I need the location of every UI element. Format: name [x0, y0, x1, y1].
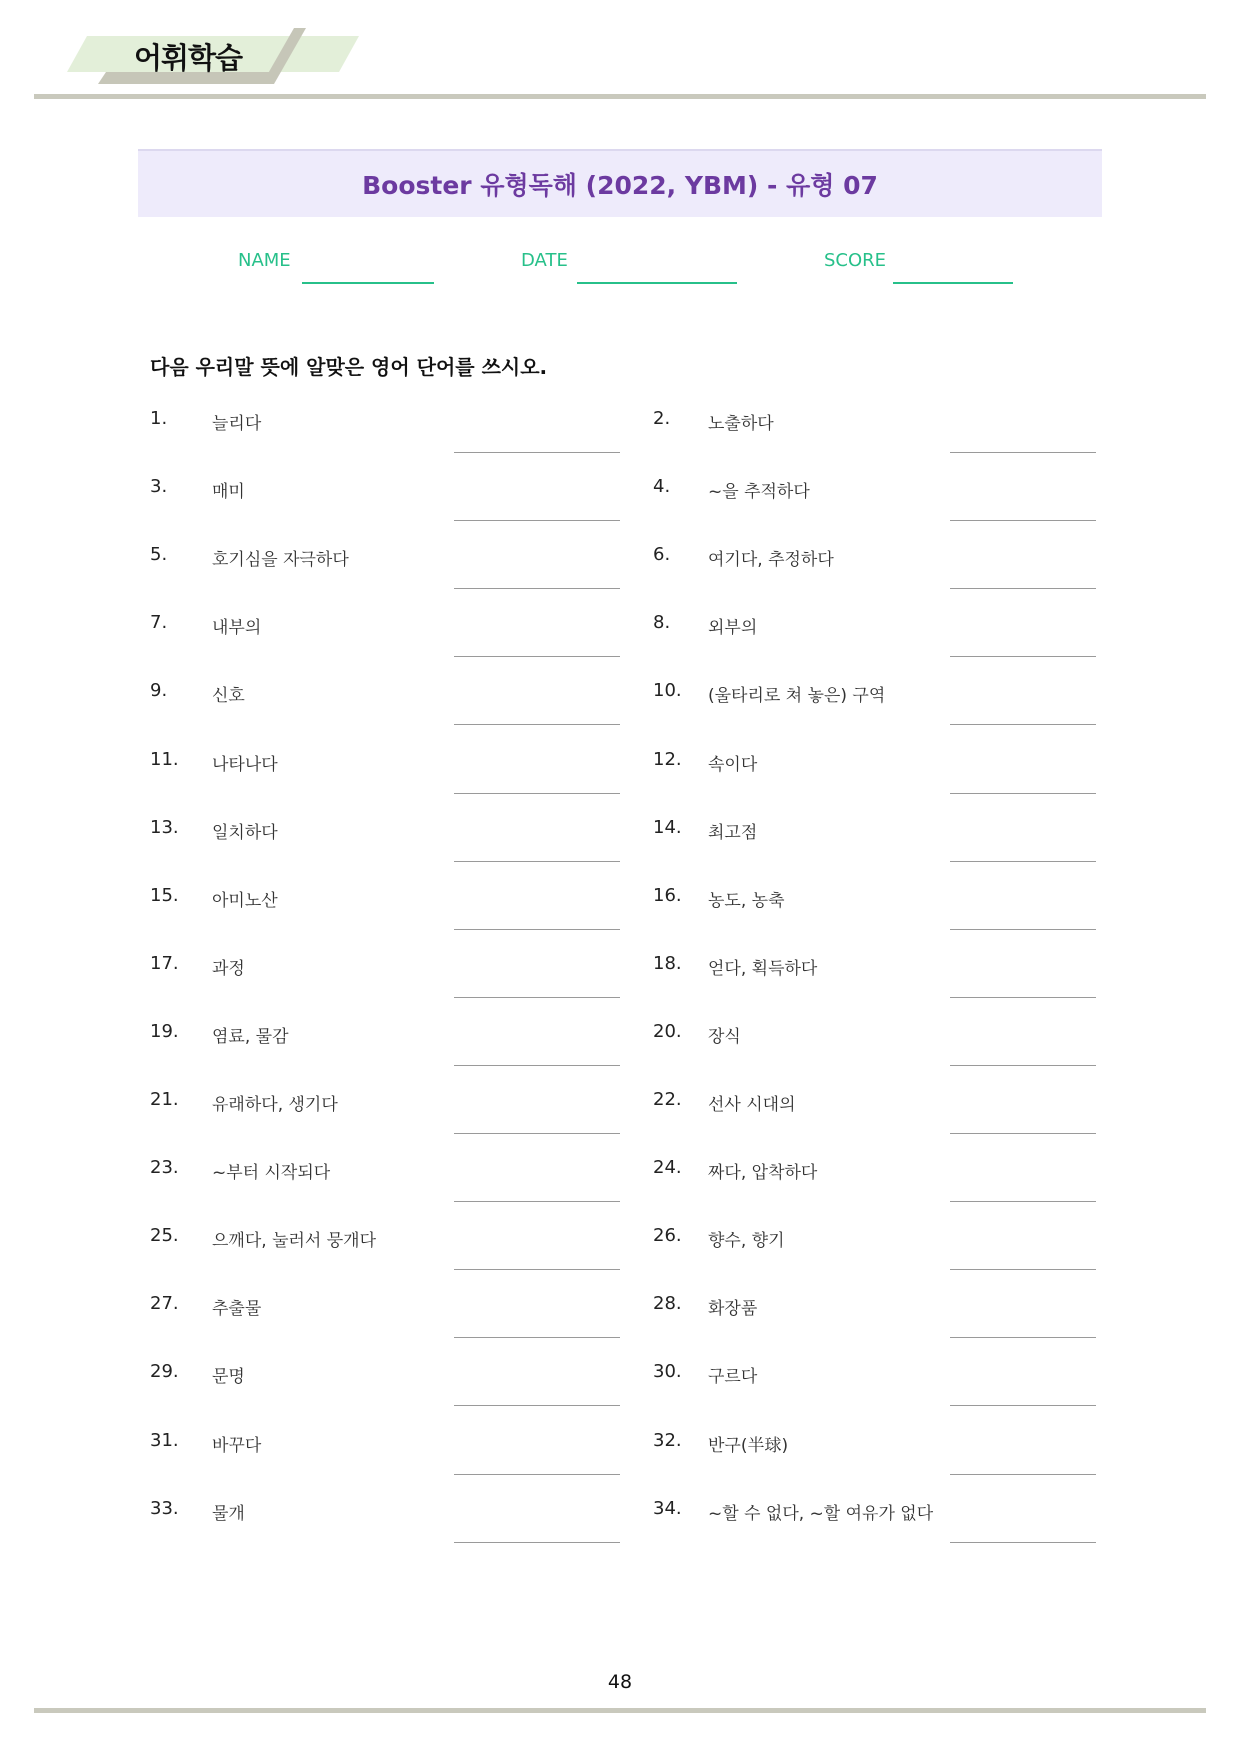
item-meaning: 향수, 향기	[708, 1231, 785, 1252]
answer-blank[interactable]	[454, 861, 620, 862]
item-number: 14.	[653, 816, 682, 838]
item-number: 21.	[150, 1089, 179, 1110]
item-meaning: 으깨다, 눌러서 뭉개다	[212, 1231, 377, 1252]
item-meaning: 호기심을 자극하다	[212, 550, 349, 571]
item-meaning: (울타리로 쳐 놓은) 구역	[708, 686, 886, 707]
answer-blank[interactable]	[950, 1269, 1096, 1270]
item-meaning: ~할 수 없다, ~할 여유가 없다	[708, 1503, 934, 1524]
answer-blank[interactable]	[454, 929, 620, 930]
item-number: 34.	[653, 1497, 682, 1519]
answer-blank[interactable]	[950, 1405, 1096, 1406]
item-number: 25.	[150, 1225, 179, 1247]
item-meaning: 나타나다	[212, 754, 278, 775]
item-meaning: 외부의	[708, 618, 758, 639]
date-label: DATE	[521, 250, 568, 271]
name-field[interactable]	[302, 282, 434, 284]
vocab-item	[653, 749, 1096, 809]
vocab-item	[150, 1225, 620, 1285]
answer-blank[interactable]	[950, 1133, 1096, 1134]
item-number: 22.	[653, 1089, 682, 1110]
answer-blank[interactable]	[950, 1542, 1096, 1543]
item-number: 11.	[150, 748, 179, 770]
item-meaning: 노출하다	[708, 414, 774, 434]
item-meaning: 일치하다	[212, 822, 278, 843]
answer-blank[interactable]	[454, 1405, 620, 1406]
vocab-item	[653, 1157, 1096, 1217]
vocab-item	[150, 408, 620, 468]
score-label: SCORE	[824, 250, 887, 271]
date-field[interactable]	[577, 282, 737, 284]
item-number: 24.	[653, 1157, 682, 1179]
answer-blank[interactable]	[950, 724, 1096, 725]
item-meaning: 반구(半球)	[708, 1435, 789, 1456]
vocab-item	[653, 612, 1096, 672]
vocab-item	[653, 1225, 1096, 1285]
item-meaning: 아미노산	[212, 890, 278, 911]
vocab-item	[653, 953, 1096, 1013]
item-meaning: 바꾸다	[212, 1435, 262, 1456]
vocab-item	[653, 1089, 1096, 1149]
vocab-item	[150, 680, 620, 740]
answer-blank[interactable]	[454, 1065, 620, 1066]
item-number: 8.	[653, 612, 671, 634]
page-number: 48	[607, 1671, 633, 1693]
item-meaning: 늘리다	[212, 414, 262, 434]
item-meaning: ~부터 시작되다	[212, 1163, 331, 1184]
answer-blank[interactable]	[454, 1337, 620, 1338]
vocab-item	[150, 544, 620, 604]
item-meaning: 농도, 농축	[708, 890, 785, 911]
score-field[interactable]	[893, 282, 1013, 284]
item-number: 3.	[150, 476, 168, 498]
answer-blank[interactable]	[454, 1201, 620, 1202]
item-meaning: 속이다	[708, 754, 758, 775]
item-meaning: 최고점	[708, 822, 758, 843]
answer-blank[interactable]	[950, 929, 1096, 930]
item-meaning: 문명	[212, 1367, 245, 1388]
item-meaning: 내부의	[212, 618, 262, 639]
vocab-item	[653, 680, 1096, 740]
item-number: 2.	[653, 408, 671, 429]
answer-blank[interactable]	[950, 452, 1096, 453]
vocab-item	[653, 1430, 1096, 1490]
answer-blank[interactable]	[950, 1065, 1096, 1066]
item-number: 15.	[150, 884, 179, 906]
vocab-item	[150, 953, 620, 1013]
worksheet-title: Booster 유형독해 (2022, YBM) - 유형 07	[362, 171, 878, 200]
answer-blank[interactable]	[454, 452, 620, 453]
item-meaning: 유래하다, 생기다	[212, 1095, 338, 1115]
item-meaning: 과정	[212, 958, 245, 979]
item-number: 33.	[150, 1497, 179, 1519]
vocab-item	[653, 544, 1096, 604]
vocab-item	[653, 408, 1096, 468]
item-number: 6.	[653, 544, 671, 566]
answer-blank[interactable]	[950, 1474, 1096, 1475]
item-meaning: 추출물	[212, 1299, 262, 1320]
answer-blank[interactable]	[950, 520, 1096, 521]
vocab-item	[653, 817, 1096, 877]
vocab-item	[150, 1089, 620, 1149]
title-banner	[138, 149, 1102, 217]
item-meaning: 얻다, 획득하다	[708, 958, 818, 979]
answer-blank[interactable]	[454, 656, 620, 657]
item-meaning: 화장품	[708, 1299, 758, 1320]
answer-blank[interactable]	[950, 1337, 1096, 1338]
answer-blank[interactable]	[950, 793, 1096, 794]
vocab-item	[150, 612, 620, 672]
item-number: 29.	[150, 1361, 179, 1383]
vocab-item	[150, 1021, 620, 1081]
item-number: 17.	[150, 952, 179, 974]
item-meaning: 여기다, 추정하다	[708, 550, 834, 571]
item-number: 31.	[150, 1429, 179, 1451]
item-meaning: 구르다	[708, 1367, 758, 1388]
vocab-item	[653, 885, 1096, 945]
item-meaning: 염료, 물감	[212, 1026, 289, 1047]
item-meaning: 선사 시대의	[708, 1095, 796, 1115]
vocab-item	[150, 1157, 620, 1217]
answer-blank[interactable]	[454, 997, 620, 998]
item-number: 19.	[150, 1020, 179, 1042]
item-number: 32.	[653, 1429, 682, 1451]
vocab-item	[150, 749, 620, 809]
answer-blank[interactable]	[950, 861, 1096, 862]
vocab-item	[653, 1498, 1096, 1558]
answer-blank[interactable]	[454, 1133, 620, 1134]
answer-blank[interactable]	[454, 588, 620, 589]
item-number: 9.	[150, 680, 168, 702]
vocab-item	[150, 1361, 620, 1421]
item-number: 26.	[653, 1225, 682, 1247]
item-number: 7.	[150, 612, 168, 634]
section-title: 어휘학습	[134, 41, 243, 75]
item-number: 27.	[150, 1293, 179, 1315]
answer-blank[interactable]	[950, 656, 1096, 657]
item-number: 10.	[653, 680, 682, 702]
item-number: 4.	[653, 476, 671, 498]
answer-blank[interactable]	[950, 997, 1096, 998]
item-meaning: 장식	[708, 1026, 741, 1047]
vocab-item	[150, 1430, 620, 1490]
vocab-item	[653, 1021, 1096, 1081]
vocab-item	[150, 1293, 620, 1353]
item-meaning: 물개	[212, 1503, 245, 1524]
answer-blank[interactable]	[950, 1201, 1096, 1202]
answer-blank[interactable]	[454, 793, 620, 794]
item-meaning: 매미	[212, 482, 245, 503]
item-number: 30.	[653, 1361, 682, 1383]
vocab-item	[150, 476, 620, 536]
item-number: 5.	[150, 544, 168, 566]
top-divider	[34, 94, 1206, 99]
vocab-item	[150, 817, 620, 877]
answer-blank[interactable]	[454, 520, 620, 521]
vocab-item	[653, 476, 1096, 536]
item-number: 20.	[653, 1020, 682, 1042]
item-number: 13.	[150, 816, 179, 838]
instruction-text: 다음 우리말 뜻에 알맞은 영어 단어를 쓰시오.	[150, 355, 548, 379]
answer-blank[interactable]	[454, 1474, 620, 1475]
item-number: 1.	[150, 408, 168, 429]
item-number: 23.	[150, 1157, 179, 1179]
answer-blank[interactable]	[454, 1269, 620, 1270]
name-label: NAME	[238, 250, 291, 271]
answer-blank[interactable]	[454, 724, 620, 725]
item-meaning: ~을 추적하다	[708, 482, 810, 503]
vocab-item	[653, 1293, 1096, 1353]
item-number: 28.	[653, 1293, 682, 1315]
answer-blank[interactable]	[950, 588, 1096, 589]
vocab-item	[150, 1498, 620, 1558]
vocab-item	[653, 1361, 1096, 1421]
item-number: 18.	[653, 952, 682, 974]
item-number: 12.	[653, 748, 682, 770]
item-meaning: 짜다, 압착하다	[708, 1163, 818, 1184]
answer-blank[interactable]	[454, 1542, 620, 1543]
bottom-divider	[34, 1708, 1206, 1713]
vocab-item	[150, 885, 620, 945]
item-number: 16.	[653, 884, 682, 906]
item-meaning: 신호	[212, 686, 245, 707]
